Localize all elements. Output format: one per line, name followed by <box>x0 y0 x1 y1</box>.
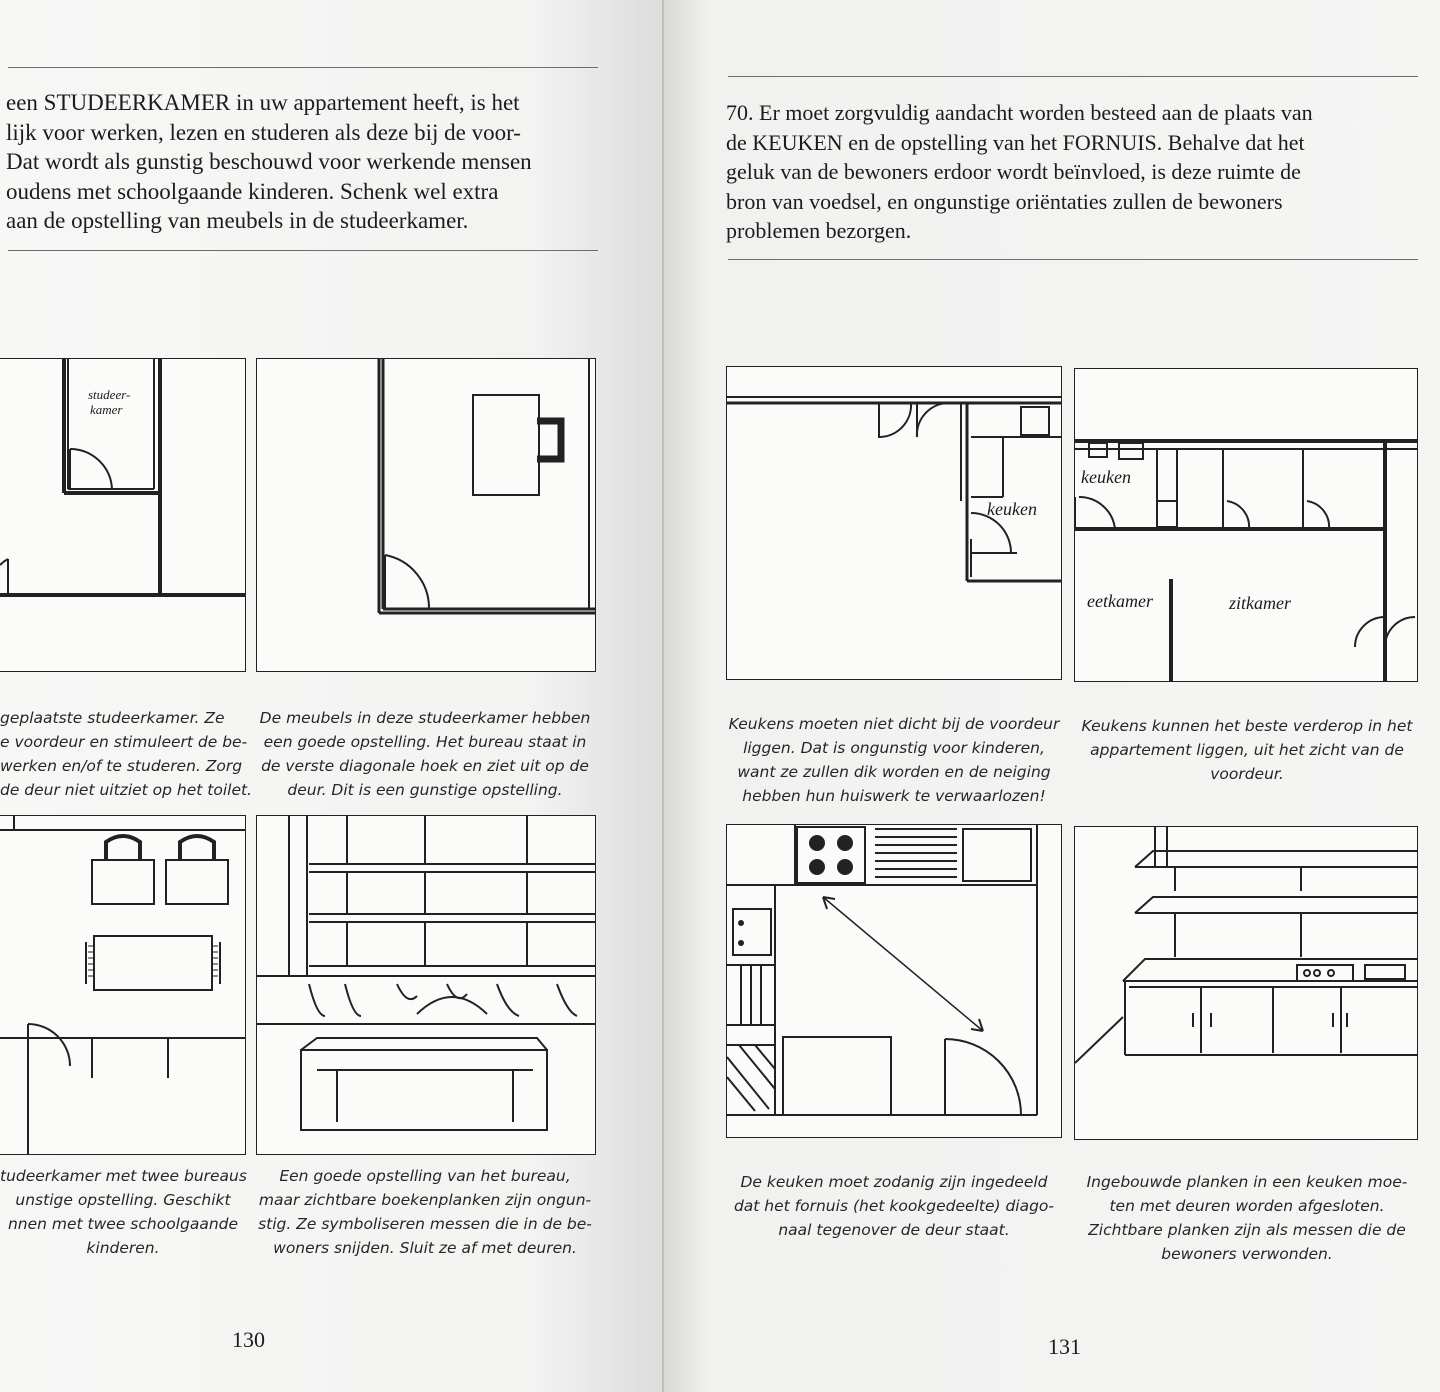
intro-paragraph <box>6 88 598 236</box>
left-page <box>0 0 664 1392</box>
caption: De keuken moet zodanig zijn ingedeeld dat het fornuis (het kookgedeelte) diago- naal tegenover de deur staat. <box>733 1173 1055 1239</box>
intro-line: geluk van de bewoners erdoor wordt beïnvloed, is deze ruimte de <box>726 159 1301 184</box>
intro-line: lijk voor werken, lezen en studeren als deze bij de voor- <box>6 119 521 145</box>
page-number: 130 <box>232 1327 265 1352</box>
caption: Keukens moeten niet dicht bij de voordeur liggen. Dat is ongunstig voor kinderen, want ze zullen dik worden en de neiging hebben hun huiswerk te verwaarlozen! <box>728 715 1060 805</box>
bottom-rule <box>8 250 598 251</box>
label-keuken: keuken <box>987 499 1037 519</box>
top-rule <box>8 67 598 68</box>
figure-desk-open-shelves <box>256 815 596 1155</box>
caption: Ingebouwde planken in een keuken moe- ten met deuren worden afgesloten. Zichtbare planken zijn als messen die de bewoners verwonden. <box>1086 1173 1408 1263</box>
kitchen-far-drawing <box>1075 369 1418 682</box>
figure-two-desks <box>0 815 246 1155</box>
label-zitkamer: zitkamer <box>1229 593 1291 613</box>
intro-line: aan de opstelling van meubels in de studeerkamer. <box>6 208 469 233</box>
intro-line: oudens met schoolgaande kinderen. Schenk wel extra <box>6 178 499 204</box>
caption: Een goede opstelling van het bureau, maar zichtbare boekenplanken zijn ongun- stig. Ze symboliseren messen die in de be- woners snijden. Sluit ze af met deuren. <box>258 1167 592 1257</box>
label-eetkamer: eetkamer <box>1087 591 1153 611</box>
figure-kitchen-open-shelves <box>1074 826 1418 1140</box>
two-desks-drawing <box>0 816 246 1155</box>
intro-line: Dat wordt als gunstig beschouwd voor werkende mensen <box>6 149 532 174</box>
desk-plan-drawing <box>257 359 596 672</box>
figure-floor-plan-study-near-door <box>0 358 246 672</box>
figure-kitchen-near-door <box>726 366 1062 680</box>
page-number: 131 <box>1048 1334 1081 1359</box>
intro-line: 70. Er moet zorgvuldig aandacht worden besteed aan de plaats van <box>726 100 1313 125</box>
caption: tudeerkamer met twee bureaus unstige opstelling. Geschikt nnen met twee schoolgaande kinderen. <box>0 1167 247 1257</box>
caption: Keukens kunnen het beste verderop in het appartement liggen, uit het zicht van de voordeur. <box>1081 717 1413 783</box>
intro-line: bron van voedsel, en ongunstige oriëntaties zullen de bewoners <box>726 188 1283 214</box>
kitchen-near-door-drawing <box>727 367 1062 680</box>
figure-stove-diagonal <box>726 824 1062 1138</box>
kitchen-shelves-drawing <box>1075 827 1418 1140</box>
intro-line: een STUDEERKAMER in uw appartement heeft, is het <box>6 90 520 115</box>
intro-paragraph <box>726 98 1418 246</box>
caption: De meubels in deze studeerkamer hebben een goede opstelling. Het bureau staat in de verste diagonale hoek en ziet uit op de deur. Dit is een gunstige opstelling. <box>259 709 591 799</box>
figure-kitchen-far-from-door <box>1074 368 1418 682</box>
label-keuken: keuken <box>1081 467 1131 487</box>
label-studeerkamer: studeer- kamer <box>88 387 131 417</box>
stove-diagonal-drawing <box>727 825 1062 1138</box>
intro-line: de KEUKEN en de opstelling van het FORNUIS. Behalve dat het <box>726 129 1305 155</box>
figure-desk-far-corner <box>256 358 596 672</box>
top-rule <box>728 76 1418 77</box>
caption: geplaatste studeerkamer. Ze e voordeur en stimuleert de be- werken en/of te studeren. Zorg de deur niet uitziet op het toilet. <box>0 709 252 799</box>
bottom-rule <box>728 259 1418 260</box>
right-page <box>664 0 1440 1392</box>
intro-line: problemen bezorgen. <box>726 218 912 243</box>
open-shelves-drawing <box>257 816 596 1155</box>
